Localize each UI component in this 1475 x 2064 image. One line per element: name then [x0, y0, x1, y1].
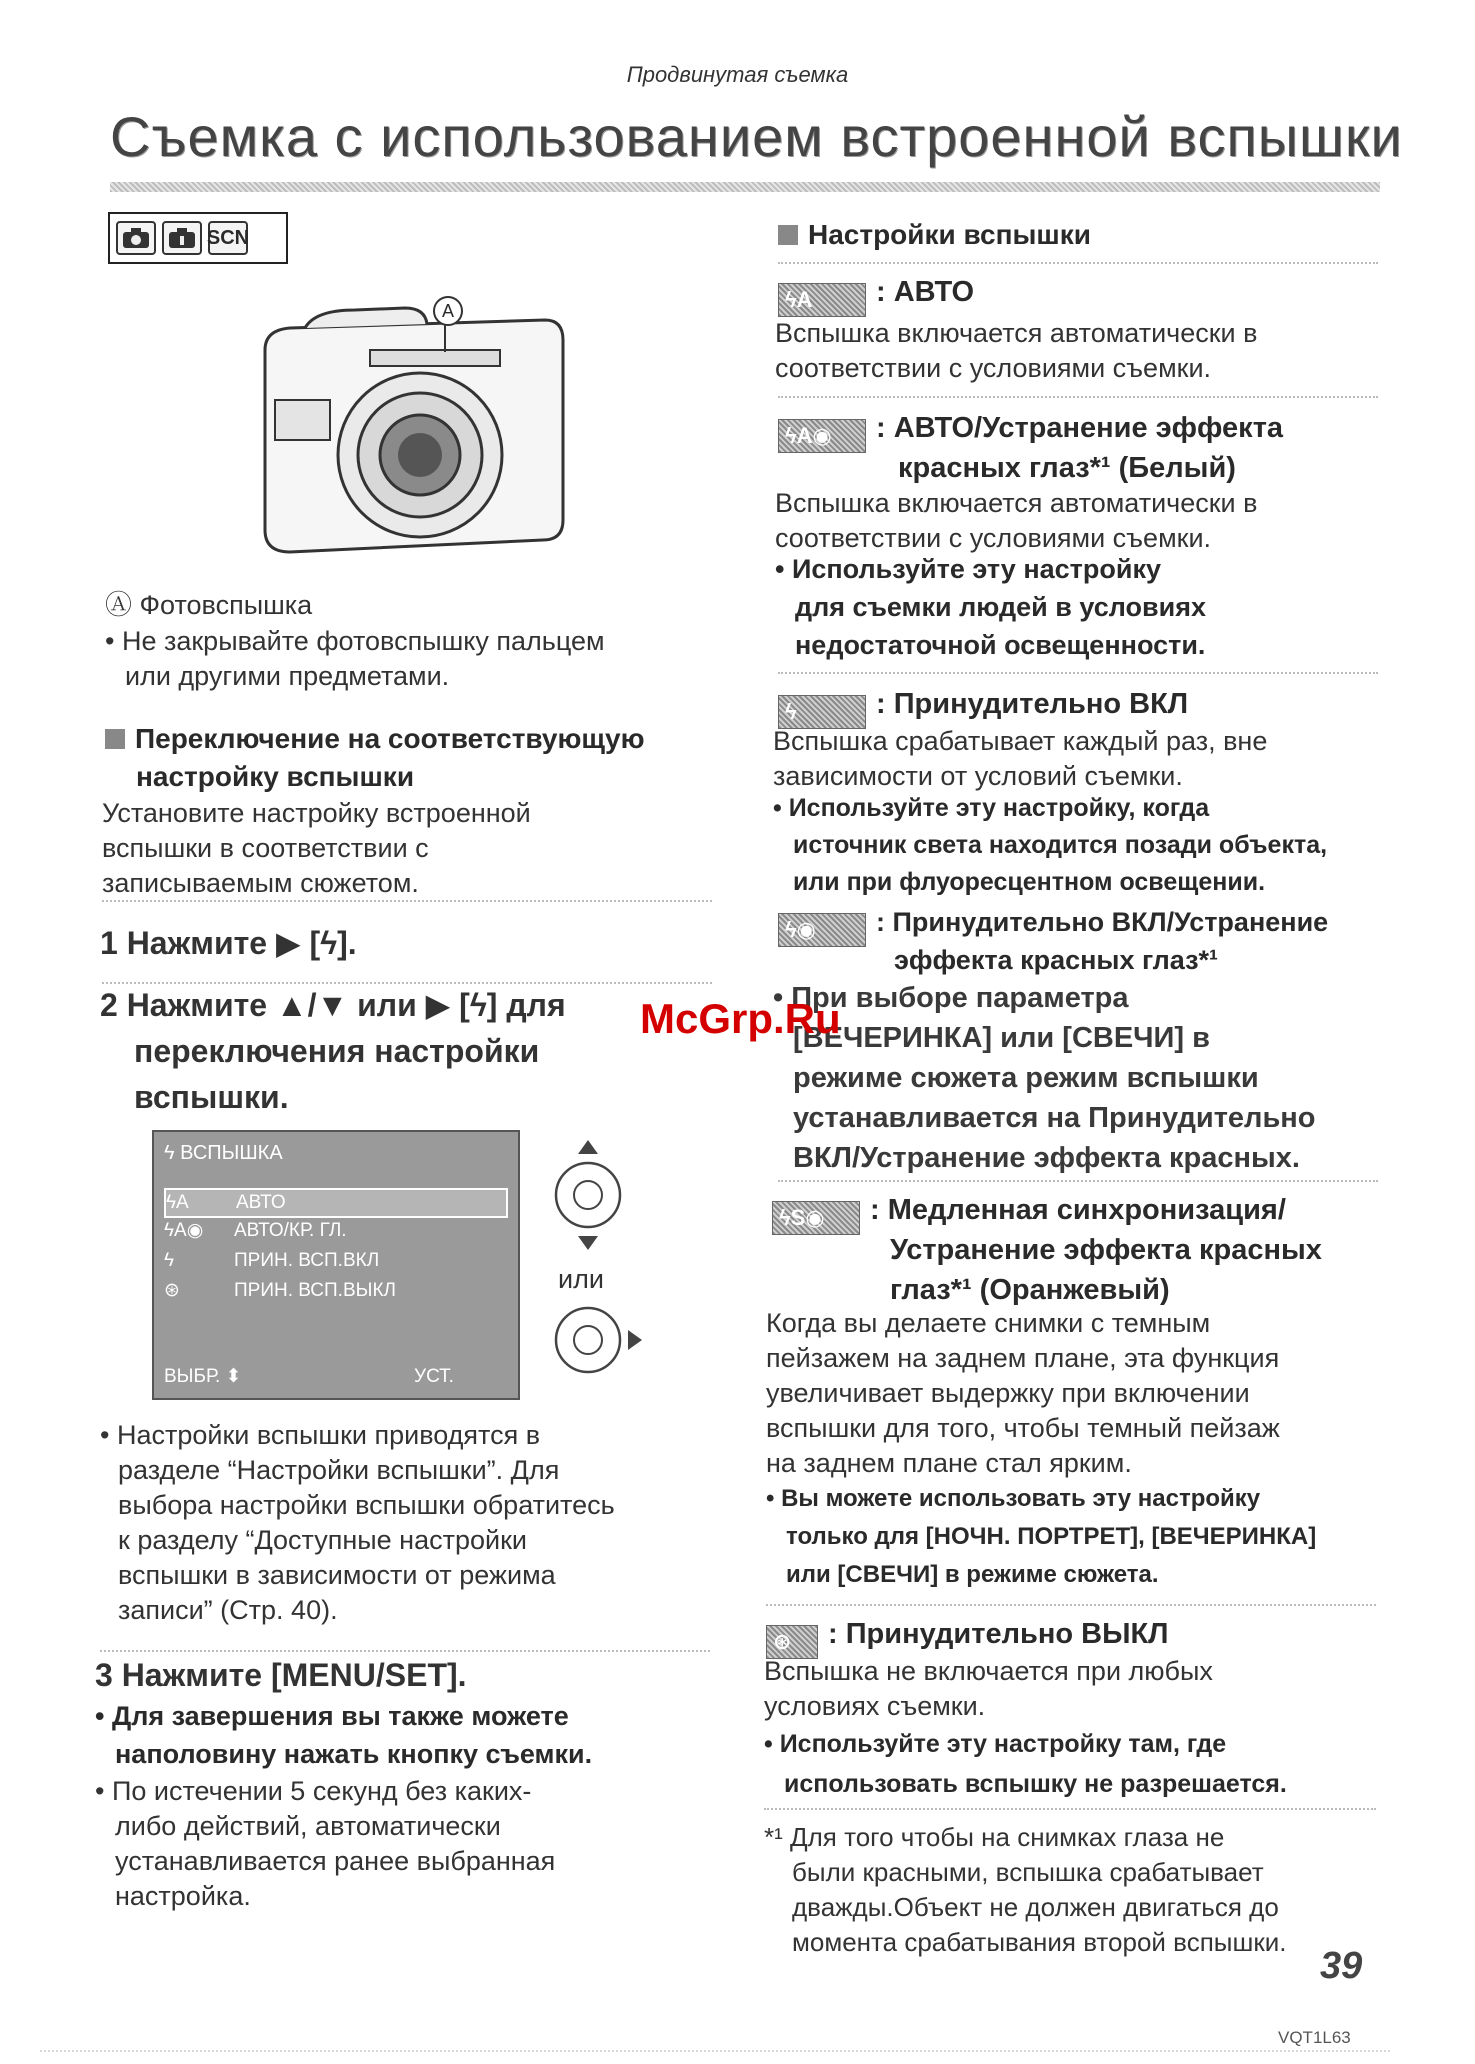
flash-slow-sync-title-2: Устранение эффекта красных	[890, 1234, 1322, 1266]
callout-label: Ⓐ Фотовспышка	[105, 590, 313, 620]
divider	[778, 672, 1378, 674]
square-bullet-icon	[105, 729, 125, 749]
lcd-footer: ВЫБР. ⬍ УСТ.	[164, 1366, 454, 1387]
flash-forced-off-bullet: • Используйте эту настройку там, где использовать вспышку не разрешается.	[764, 1730, 1287, 1798]
flash-forced-on-body: Вспышка срабатывает каждый раз, вне зависимости от условий съемки.	[773, 726, 1268, 791]
flash-auto-red-body: Вспышка включается автоматически в соответствии с условиями съемки.	[775, 488, 1258, 553]
flash-slow-sync-title: ϟS◉ : Медленная синхронизация/	[772, 1190, 1286, 1235]
divider	[102, 900, 712, 902]
or-label: или	[558, 1264, 604, 1294]
divider	[766, 1604, 1376, 1606]
step-3-bullet-1: • Для завершения вы также можете наполовину нажать кнопку съемки.	[95, 1701, 593, 1769]
flash-auto-red-eye-icon: ϟA◉	[778, 419, 866, 453]
flash-forced-red-title-cont: эффекта красных глаз*¹	[894, 945, 1218, 975]
step-3: 3 Нажмите [MENU/SET].	[95, 1657, 467, 1693]
flash-settings-heading: Настройки вспышки	[778, 216, 1091, 254]
flash-forced-red-eye-icon: ϟ◉	[778, 913, 866, 947]
flash-slow-sync-title-3: глаз*¹ (Оранжевый)	[890, 1274, 1170, 1306]
flash-auto-red-bullet: • Используйте эту настройку для съемки людей в условиях недостаточной освещенности.	[775, 554, 1206, 660]
step-2: 2 Нажмите ▲/▼ или ▶ [ϟ] для переключения настройки вспышки.	[100, 987, 566, 1115]
flash-forced-on-icon: ϟ	[778, 695, 866, 729]
flash-slow-sync-body: Когда вы делаете снимки с темным пейзажем на заднем плане, эта функция увеличивает выдержку при включении вспышки для того, чтобы темный пейзаж на заднем плане стал ярким.	[766, 1308, 1280, 1478]
divider	[778, 1180, 1378, 1182]
dpad-right-icon	[548, 1300, 648, 1380]
watermark: McGrp.Ru	[640, 995, 841, 1042]
flash-forced-on-bullet: • Используйте эту настройку, когда источник света находится позади объекта, или при флуоресцентном освещении.	[773, 794, 1328, 896]
footnote: *¹ Для того чтобы на снимках глаза не были красными, вспышка срабатывает дважды.Объект не должен двигаться до момента срабатывания второй вспышки.	[764, 1822, 1287, 1957]
camera-illustration	[245, 290, 575, 570]
scene-mode-icon: SCN	[208, 221, 248, 255]
step-1: 1 Нажмите ▶ [ϟ].	[100, 925, 357, 961]
flash-forced-red-title: ϟ◉ : Принудительно ВКЛ/Устранение	[778, 902, 1328, 947]
mode-icons	[108, 212, 288, 264]
title-underline	[110, 182, 1380, 192]
note-flash-cover: • Не закрывайте фотовспышку пальцем	[105, 626, 605, 656]
divider	[778, 396, 1378, 398]
callout-a: A	[433, 296, 463, 326]
flash-forced-off-title: ⊛ : Принудительно ВЫКЛ	[766, 1614, 1169, 1659]
bottom-rule	[40, 2050, 1390, 2052]
lcd-row-auto[interactable]: ϟA АВТО	[164, 1188, 508, 1218]
flash-auto-body: Вспышка включается автоматически в соответствии с условиями съемки.	[775, 318, 1258, 383]
square-bullet-icon	[778, 225, 798, 245]
intelligent-auto-icon	[162, 221, 202, 255]
page-title: Съемка с использованием встроенной вспышки	[110, 105, 1403, 168]
flash-auto-icon: ϟA	[778, 283, 866, 317]
switch-heading-cont: настройку вспышки	[136, 761, 415, 792]
flash-auto-red-title-cont: красных глаз*¹ (Белый)	[898, 452, 1236, 484]
dpad-up-down-icon	[548, 1140, 628, 1250]
step-3-bullet-2: • По истечении 5 секунд без каких- либо действий, автоматически устанавливается ранее выбранная настройка.	[95, 1776, 556, 1911]
lcd-row-forced-off[interactable]: ⊛ ПРИН. ВСП.ВЫКЛ	[164, 1280, 396, 1301]
document-code: VQT1L63	[1278, 2028, 1351, 2047]
flash-auto-title: ϟA : АВТО	[778, 272, 974, 317]
flash-forced-on-title: ϟ : Принудительно ВКЛ	[778, 684, 1188, 729]
lcd-title: ϟ ВСПЫШКА	[164, 1142, 283, 1164]
note-flash-cover-cont: или другими предметами.	[125, 661, 450, 691]
section-header: Продвинутая съемка	[626, 62, 849, 87]
note-flash-settings: • Настройки вспышки приводятся в разделе “Настройки вспышки”. Для выбора настройки вспышки обратитесь к разделу “Доступные настройки вспышки в зависимости от режима записи” (Стр. 40).	[100, 1420, 615, 1625]
divider	[778, 262, 1378, 264]
divider	[764, 1808, 1376, 1810]
lcd-row-auto-red[interactable]: ϟA◉ АВТО/КР. ГЛ.	[164, 1220, 347, 1241]
camera-icon	[116, 221, 156, 255]
switch-body: Установите настройку встроенной вспышки в соответствии с записываемым сюжетом.	[102, 798, 531, 898]
flash-forced-red-bullet: • При выборе параметра [ВЕЧЕРИНКА] или [СВЕЧИ] в режиме сюжета режим вспышки устанавливается на Принудительно ВКЛ/Устранение эффекта красных.	[773, 982, 1316, 1174]
flash-slow-sync-bullet: • Вы можете использовать эту настройку только для [НОЧН. ПОРТРЕТ], [ВЕЧЕРИНКА] или [СВЕЧИ] в режиме сюжета.	[766, 1485, 1317, 1588]
page-number: 39	[1320, 1945, 1363, 1987]
lcd-row-forced-on[interactable]: ϟ ПРИН. ВСП.ВКЛ	[164, 1250, 380, 1271]
lcd-menu-screen	[152, 1130, 520, 1400]
flash-forced-off-body: Вспышка не включается при любых условиях съемки.	[764, 1656, 1213, 1721]
flash-auto-red-title: ϟA◉ : АВТО/Устранение эффекта	[778, 408, 1283, 453]
flash-off-icon: ⊛	[766, 1625, 818, 1659]
flash-slow-sync-icon: ϟS◉	[772, 1201, 860, 1235]
switch-heading: Переключение на соответствующую	[105, 720, 645, 758]
